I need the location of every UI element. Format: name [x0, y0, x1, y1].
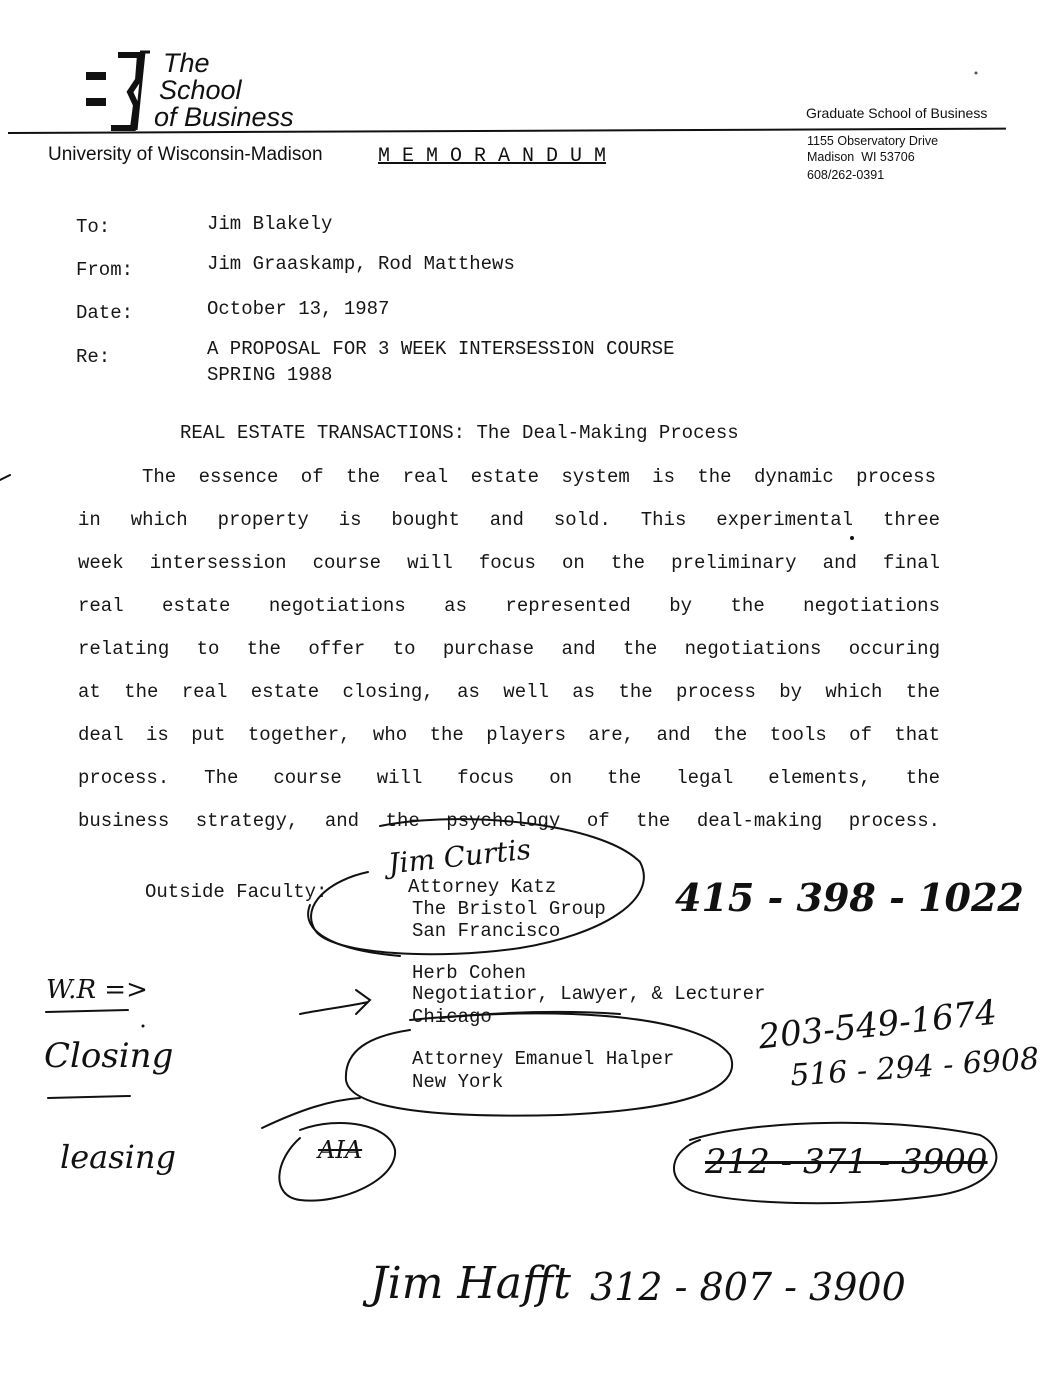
to-label: To: — [76, 216, 111, 238]
body-line-7: deal is put together, who the players are, and the tools of that — [78, 724, 940, 746]
handwritten-phone-1: 415 - 398 - 1022 — [675, 875, 1024, 920]
margin-tick — [0, 475, 10, 480]
faculty-1-name: Attorney Katz — [408, 876, 557, 898]
address-line-1: 1155 Observatory Drive — [807, 134, 939, 148]
body-line-6: at the real estate closing, as well as the process by which the — [78, 681, 940, 703]
handwritten-name-top: Jim Curtis — [386, 832, 533, 881]
faculty-2-title: Negotiatior, Lawyer, & Lecturer — [412, 983, 766, 1005]
margin-rule-2 — [48, 1096, 130, 1098]
handwritten-footer-name: Jim Hafft — [370, 1258, 571, 1309]
logo-line-2: School — [159, 75, 242, 105]
re-line-1: A PROPOSAL FOR 3 WEEK INTERSESSION COURSE — [207, 338, 675, 360]
graduate-school-name: Graduate School of Business — [806, 105, 988, 121]
re-line-2: SPRING 1988 — [207, 364, 333, 386]
faculty-2-city: Chicago — [412, 1006, 492, 1028]
margin-rule-1 — [46, 1010, 128, 1012]
from-label: From: — [76, 259, 134, 281]
faculty-label: Outside Faculty: — [145, 881, 328, 903]
body-line-1: The essence of the real estate system is the dynamic process — [142, 466, 936, 488]
margin-note-closing: Closing — [44, 1036, 174, 1076]
margin-note-leasing: leasing — [60, 1138, 176, 1176]
ellipse-halper — [346, 1013, 732, 1115]
re-label: Re: — [76, 346, 111, 368]
handwritten-aia: AIA — [318, 1136, 363, 1164]
body-line-2: in which property is bought and sold. This experimental three — [78, 509, 940, 531]
logo-line-3: of Business — [154, 102, 294, 132]
handwritten-phone-4: 212 - 371 - 3900 — [705, 1142, 988, 1182]
body-line-4: real estate negotiations as represented by the negotiations — [78, 595, 940, 617]
logo-line-1: The — [163, 48, 210, 78]
date-label: Date: — [76, 302, 134, 324]
memorandum-title: M E M O R A N D U M — [378, 145, 607, 168]
faculty-3-name: Attorney Emanuel Halper — [412, 1048, 675, 1070]
ellipse-aia — [279, 1123, 395, 1201]
body-line-9: business strategy, and the psychology of the deal-making process. — [78, 810, 940, 832]
body-line-8: process. The course will focus on the legal elements, the — [78, 767, 940, 789]
body-line-3: week intersession course will focus on the preliminary and final — [78, 552, 940, 574]
university-name: University of Wisconsin-Madison — [48, 144, 323, 165]
handwritten-phone-2: 203-549-1674 — [756, 992, 999, 1058]
underline-faculty — [308, 905, 400, 956]
faculty-1-city: San Francisco — [412, 920, 561, 942]
address-line-2: Madison WI 53706 — [807, 150, 915, 164]
margin-note-1: W.R => — [46, 975, 148, 1005]
from-value: Jim Graaskamp, Rod Matthews — [207, 253, 515, 275]
phone-number: 608/262-0391 — [807, 168, 885, 182]
handwritten-phone-3: 516 - 294 - 6908 — [789, 1041, 1041, 1094]
arrow-cohen — [300, 990, 370, 1014]
body-line-5: relating to the offer to purchase and the negotiations occuring — [78, 638, 940, 660]
to-value: Jim Blakely — [207, 213, 333, 235]
handwritten-footer-phone: 312 - 807 - 3900 — [590, 1265, 906, 1309]
ellipse-katz — [311, 819, 644, 954]
faculty-2-name: Herb Cohen — [412, 962, 527, 984]
course-heading: REAL ESTATE TRANSACTIONS: The Deal-Making Process — [180, 422, 739, 444]
ellipse-phone-4 — [674, 1123, 996, 1203]
date-value: October 13, 1987 — [207, 298, 390, 320]
faculty-1-org: The Bristol Group — [412, 898, 606, 920]
faculty-3-city: New York — [412, 1071, 504, 1093]
